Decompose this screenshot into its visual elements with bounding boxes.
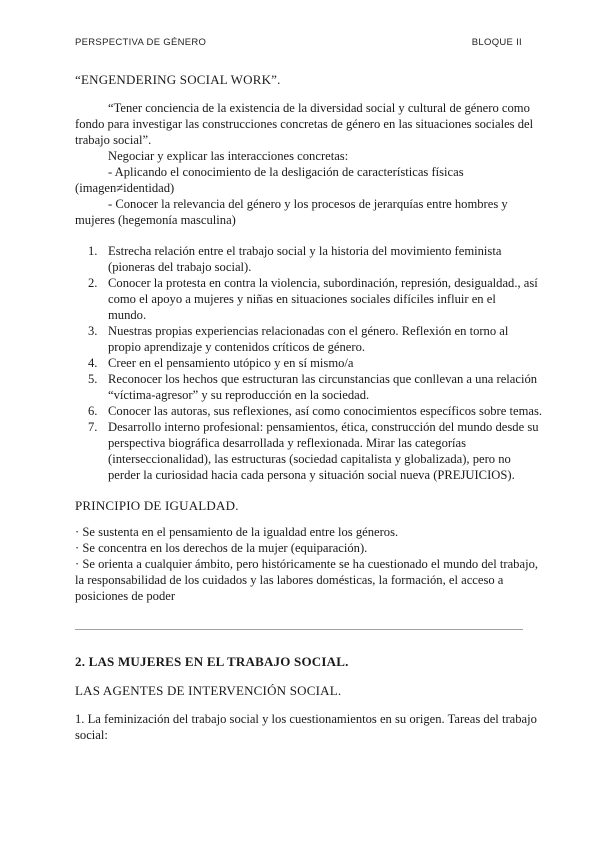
list-item-line: Nuestras propias experiencias relacionadas con el género. Reflexión en torno al: [108, 324, 509, 338]
list-item-line: (pioneras del trabajo social).: [108, 260, 252, 274]
principio-line: · Se sustenta en el pensamiento de la igualdad entre los géneros.: [75, 525, 399, 539]
quote-line: “Tener conciencia de la existencia de la diversidad social y cultural de género como: [108, 101, 530, 115]
negotiate-line: Negociar y explicar las interacciones concretas:: [108, 149, 349, 163]
list-number: 2.: [88, 276, 98, 290]
bullet-line: - Aplicando el conocimiento de la desligación de características físicas: [108, 165, 464, 179]
list-item-line: mundo.: [108, 308, 147, 322]
list-item-line: Estrecha relación entre el trabajo social y la historia del movimiento feminista: [108, 244, 502, 258]
section-2-heading: 2. LAS MUJERES EN EL TRABAJO SOCIAL.: [75, 654, 349, 669]
list-item-line: Creer en el pensamiento utópico y en sí mismo/a: [108, 356, 354, 370]
principio-line: · Se concentra en los derechos de la mujer (equiparación).: [75, 541, 368, 555]
list-item-line: propio aprendizaje y contenidos críticos de género.: [108, 340, 366, 354]
principio-line: · Se orienta a cualquier ámbito, pero históricamente se ha cuestionado el mundo del trabajo,: [75, 557, 539, 571]
section-2-paragraph-line: social:: [75, 728, 108, 742]
list-item-line: Reconocer los hechos que estructuran las circunstancias que conllevan a una relación: [108, 372, 538, 386]
list-item-line: Desarrollo interno profesional: pensamientos, ética, construcción del mundo desde su: [108, 420, 539, 434]
running-header-block: BLOQUE II: [471, 37, 522, 48]
list-number: 6.: [88, 404, 98, 418]
principio-heading: PRINCIPIO DE IGUALDAD.: [75, 498, 239, 513]
section-divider: [75, 629, 523, 630]
list-number: 5.: [88, 372, 98, 386]
bullet-line: mujeres (hegemonía masculina): [75, 213, 236, 227]
list-number: 1.: [88, 244, 98, 258]
quote-line: trabajo social”.: [75, 133, 152, 147]
bullet-line: - Conocer la relevancia del género y los procesos de jerarquías entre hombres y: [108, 197, 508, 211]
list-item-line: como el apoyo a mujeres y niñas en situaciones sociales difíciles influir en el: [108, 292, 496, 306]
list-number: 7.: [88, 420, 98, 434]
running-header-title: PERSPECTIVA DE GÉNERO: [75, 37, 207, 48]
list-item-line: Conocer la protesta en contra la violencia, subordinación, represión, desigualdad., así: [108, 276, 538, 290]
list-item-line: perder la curiosidad hacia cada persona y situación social nueva (PREJUICIOS).: [108, 468, 515, 482]
list-item-line: “víctima-agresor” y su reproducción en la sociedad.: [108, 388, 370, 402]
list-number: 3.: [88, 324, 98, 338]
list-item-line: Conocer las autoras, sus reflexiones, así como conocimientos específicos sobre temas.: [108, 404, 543, 418]
quote-line: fondo para investigar las construcciones concretas de género en las situaciones sociales del: [75, 117, 534, 131]
engendering-heading: “ENGENDERING SOCIAL WORK”.: [75, 72, 281, 87]
section-2-paragraph-line: 1. La feminización del trabajo social y los cuestionamientos en su origen. Tareas del trabajo: [75, 712, 537, 726]
list-number: 4.: [88, 356, 98, 370]
list-item-line: (interseccionalidad), las estructuras (sociedad capitalista y globalizada), pero no: [108, 452, 511, 466]
principio-line: la responsabilidad de los cuidados y las labores domésticas, la formación, el acceso a: [75, 573, 504, 587]
bullet-line: (imagen≠identidad): [75, 181, 175, 195]
principio-line: posiciones de poder: [75, 589, 176, 603]
list-item-line: perspectiva biográfica desarrollada y reflexionada. Mirar las categorías: [108, 436, 467, 450]
section-2-subtitle: LAS AGENTES DE INTERVENCIÓN SOCIAL.: [75, 683, 342, 698]
